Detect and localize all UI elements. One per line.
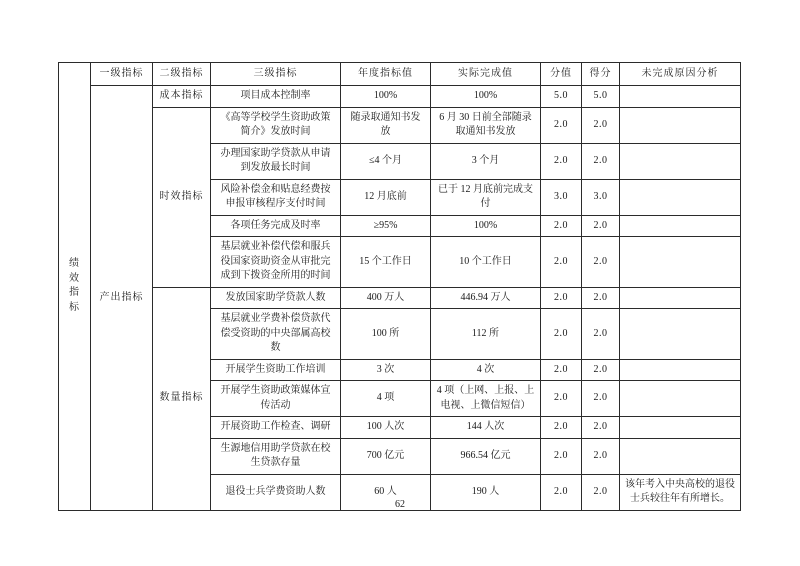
- table-header-row: [59, 63, 741, 86]
- points-cell: 2.0: [582, 215, 620, 237]
- actual-value-cell: 966.54 亿元: [431, 438, 541, 474]
- reason-cell: [620, 107, 741, 143]
- reason-cell: [620, 287, 741, 309]
- points-cell: 5.0: [582, 86, 620, 108]
- reason-cell: [620, 215, 741, 237]
- target-value-cell: 4 项: [341, 381, 431, 417]
- points-cell: 2.0: [582, 143, 620, 179]
- indicator-name-cell: 办理国家助学贷款从申请到发放最长时间: [211, 143, 341, 179]
- score-cell: 3.0: [541, 179, 582, 215]
- indicator-name-cell: 发放国家助学贷款人数: [211, 287, 341, 309]
- actual-value-cell: 190 人: [431, 474, 541, 510]
- performance-indicator-table: [58, 62, 741, 511]
- target-value-cell: 100%: [341, 86, 431, 108]
- score-cell: 2.0: [541, 359, 582, 381]
- column-header: 得分: [582, 63, 620, 86]
- level1-indicator-cell: 产出指标: [91, 86, 153, 511]
- score-cell: 2.0: [541, 143, 582, 179]
- target-value-cell: 15 个工作日: [341, 237, 431, 288]
- actual-value-cell: 144 人次: [431, 417, 541, 439]
- reason-cell: [620, 359, 741, 381]
- target-value-cell: 随录取通知书发放: [341, 107, 431, 143]
- target-value-cell: 700 亿元: [341, 438, 431, 474]
- table-row: [59, 287, 741, 309]
- points-cell: 2.0: [582, 417, 620, 439]
- points-cell: 2.0: [582, 107, 620, 143]
- reason-cell: [620, 438, 741, 474]
- points-cell: 3.0: [582, 179, 620, 215]
- indicator-name-cell: 开展学生资助政策媒体宣传活动: [211, 381, 341, 417]
- level2-indicator-cell: 成本指标: [153, 86, 211, 108]
- reason-cell: 该年考入中央高校的退役士兵较往年有所增长。: [620, 474, 741, 510]
- reason-cell: [620, 237, 741, 288]
- row-group-label: 绩效指标: [59, 63, 91, 511]
- actual-value-cell: 100%: [431, 86, 541, 108]
- points-cell: 2.0: [582, 381, 620, 417]
- column-header: 年度指标值: [341, 63, 431, 86]
- level2-indicator-cell: 时效指标: [153, 107, 211, 287]
- column-header: 分值: [541, 63, 582, 86]
- indicator-name-cell: 基层就业补偿代偿和服兵役国家资助资金从审批完成到下拨资金所用的时间: [211, 237, 341, 288]
- points-cell: 2.0: [582, 474, 620, 510]
- score-cell: 2.0: [541, 107, 582, 143]
- points-cell: 2.0: [582, 237, 620, 288]
- points-cell: 2.0: [582, 438, 620, 474]
- score-cell: 2.0: [541, 309, 582, 360]
- target-value-cell: 12 月底前: [341, 179, 431, 215]
- column-header: 实际完成值: [431, 63, 541, 86]
- column-header: 三级指标: [211, 63, 341, 86]
- actual-value-cell: 112 所: [431, 309, 541, 360]
- score-cell: 2.0: [541, 215, 582, 237]
- score-cell: 2.0: [541, 474, 582, 510]
- table-row: [59, 107, 741, 143]
- indicator-name-cell: 开展资助工作检查、调研: [211, 417, 341, 439]
- page-number: 62: [395, 499, 405, 510]
- reason-cell: [620, 381, 741, 417]
- score-cell: 2.0: [541, 287, 582, 309]
- actual-value-cell: 4 项（上网、上报、上电视、上微信短信）: [431, 381, 541, 417]
- indicator-name-cell: 项目成本控制率: [211, 86, 341, 108]
- column-header: 二级指标: [153, 63, 211, 86]
- target-value-cell: 100 所: [341, 309, 431, 360]
- reason-cell: [620, 179, 741, 215]
- indicator-name-cell: 生源地信用助学贷款在校生贷款存量: [211, 438, 341, 474]
- target-value-cell: 3 次: [341, 359, 431, 381]
- actual-value-cell: 10 个工作日: [431, 237, 541, 288]
- reason-cell: [620, 143, 741, 179]
- target-value-cell: 100 人次: [341, 417, 431, 439]
- target-value-cell: ≤4 个月: [341, 143, 431, 179]
- reason-cell: [620, 86, 741, 108]
- actual-value-cell: 已于 12 月底前完成支付: [431, 179, 541, 215]
- target-value-cell: 60 人: [341, 474, 431, 510]
- table-row: [59, 86, 741, 108]
- points-cell: 2.0: [582, 309, 620, 360]
- column-header: 未完成原因分析: [620, 63, 741, 86]
- table-body: [59, 63, 741, 511]
- target-value-cell: ≥95%: [341, 215, 431, 237]
- reason-cell: [620, 309, 741, 360]
- score-cell: 2.0: [541, 438, 582, 474]
- actual-value-cell: 446.94 万人: [431, 287, 541, 309]
- level2-indicator-cell: 数量指标: [153, 287, 211, 510]
- reason-cell: [620, 417, 741, 439]
- indicator-name-cell: 开展学生资助工作培训: [211, 359, 341, 381]
- actual-value-cell: 4 次: [431, 359, 541, 381]
- score-cell: 2.0: [541, 381, 582, 417]
- points-cell: 2.0: [582, 359, 620, 381]
- indicator-name-cell: 各项任务完成及时率: [211, 215, 341, 237]
- target-value-cell: 400 万人: [341, 287, 431, 309]
- indicator-name-cell: 基层就业学费补偿贷款代偿受资助的中央部属高校数: [211, 309, 341, 360]
- actual-value-cell: 6 月 30 日前全部随录取通知书发放: [431, 107, 541, 143]
- indicator-name-cell: 退役士兵学费资助人数: [211, 474, 341, 510]
- score-cell: 2.0: [541, 417, 582, 439]
- points-cell: 2.0: [582, 287, 620, 309]
- actual-value-cell: 100%: [431, 215, 541, 237]
- indicator-name-cell: 《高等学校学生资助政策简介》发放时间: [211, 107, 341, 143]
- column-header: 一级指标: [91, 63, 153, 86]
- actual-value-cell: 3 个月: [431, 143, 541, 179]
- indicator-name-cell: 风险补偿金和贴息经费按申报审核程序支付时间: [211, 179, 341, 215]
- score-cell: 5.0: [541, 86, 582, 108]
- score-cell: 2.0: [541, 237, 582, 288]
